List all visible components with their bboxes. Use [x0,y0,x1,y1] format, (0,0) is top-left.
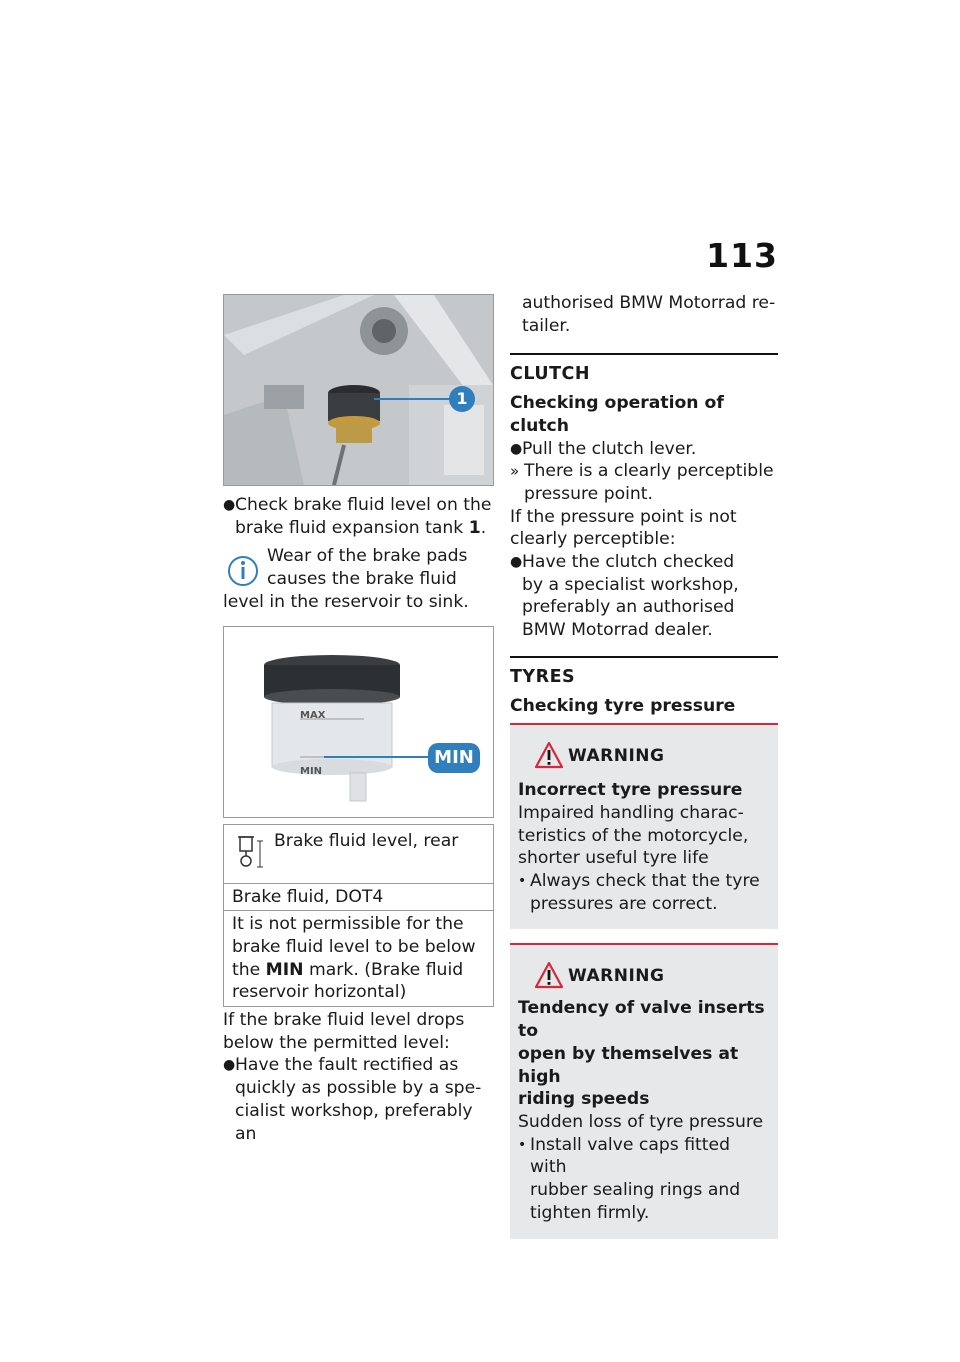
min-mark-label: MIN [300,765,323,777]
text-line: by a specialist workshop, [522,574,739,595]
figure-label-1: 1 [456,389,468,408]
right-column [510,292,778,1239]
info-note [223,545,494,613]
bullet-check-fluid [223,494,494,539]
warning-triangle-icon [534,961,564,989]
warning-header [518,741,770,771]
text-line: If the brake fluid level drops [223,1010,465,1031]
warning-title [518,997,770,1111]
text-line: BMW Motorrad dealer. [522,620,713,641]
text-line: level in the reservoir to sink. [223,591,469,612]
text-line: reservoir horizontal) [232,982,407,1003]
text-line: Install valve caps fitted with [530,1134,730,1178]
spec-fluid-type: Brake fluid, DOT4 [224,883,493,911]
warning-bullet [518,1134,770,1225]
brake-reservoir-photo [223,294,494,486]
text-line: Impaired handling charac- [518,802,744,823]
spec-table-brake-fluid [223,824,494,1008]
text-line: Tendency of valve inserts to [518,998,765,1042]
warning-triangle-icon [534,741,564,769]
text-line: If the pressure point is not [510,506,737,527]
text-line: brake fluid level to be below [232,936,476,957]
bullet-dot: ● [223,1057,236,1074]
text-line: causes the brake fluid [267,569,457,590]
text-line: rubber sealing rings and [530,1180,741,1201]
text-line: Pull the clutch lever. [522,438,697,459]
page-number: 113 [706,236,778,275]
text-line: riding speeds [518,1089,650,1110]
text-line: Check brake fluid level on the [235,495,492,515]
bullet-dot: ● [223,497,236,513]
fluid-level-gauge-icon [236,833,264,871]
text-line: the MIN mark. (Brake fluid [232,959,464,980]
warning-box-valve-inserts [510,943,778,1238]
warning-header [518,961,770,991]
spec-table-header [224,825,493,883]
text-line: Sudden loss of tyre pressure [518,1111,764,1132]
spec-title: Brake fluid level, rear [274,830,459,851]
text-line: open by themselves at high [518,1043,739,1087]
bullet-dot: ● [510,554,523,571]
min-callout-badge: MIN [434,746,474,768]
result-arrow-icon: » [510,462,520,481]
text-line: pressures are correct. [530,893,718,914]
text-line: clearly perceptible: [510,529,676,550]
reservoir-illustration [224,627,493,817]
text-line: tailer. [522,315,571,336]
left-column [223,294,494,1145]
section-clutch [510,353,778,437]
brake-reservoir-illustration [224,295,493,485]
max-mark-label: MAX [300,709,326,721]
continued-text [510,292,778,337]
subsection-title: Checking tyre pressure [510,695,736,716]
subsection-title: Checking operation of clutch [510,393,724,436]
warning-title: Incorrect tyre pressure [518,780,743,801]
warning-label: WARNING [568,746,665,767]
info-icon [227,549,259,587]
text-line: shorter useful tyre life [518,848,709,869]
result-pressure-point [510,460,778,505]
text-line: Have the fault rectified as [235,1055,459,1076]
bullet-dot: • [518,1136,527,1153]
text-line: teristics of the motorcycle, [518,825,749,846]
text-line: below the permitted level: [223,1032,450,1053]
text-line: Have the clutch checked [522,552,735,573]
warning-label: WARNING [568,966,665,987]
text-line: authorised BMW Motorrad re- [522,293,776,313]
text-line: preferably an authorised [522,597,735,618]
warning-bullet [518,870,770,915]
reservoir-min-max-figure [223,626,494,818]
text-line: There is a clearly perceptible [524,461,774,482]
text-line: quickly as possible by a spe- [235,1078,482,1099]
section-tyres [510,656,778,717]
bullet-have-fault-rectified [223,1054,494,1145]
text-line: Wear of the brake pads [267,546,468,567]
warning-box-tyre-pressure [510,723,778,929]
section-title: CLUTCH [510,364,591,385]
text-line: It is not permissible for the [232,914,464,935]
spec-requirement [224,910,493,1006]
paragraph-if-not-perceptible [510,506,778,551]
text-line: pressure point. [524,483,653,504]
text-line: brake fluid expansion tank 1. [235,517,487,538]
section-title: TYRES [510,666,576,687]
bullet-dot: • [518,873,527,890]
bullet-pull-lever [510,438,778,461]
text-line: cialist workshop, preferably an [235,1100,473,1144]
paragraph-fluid-drops [223,1009,494,1054]
text-line: Always check that the tyre [530,871,760,892]
bullet-have-clutch-checked [510,551,778,642]
text-line: tighten firmly. [530,1202,650,1223]
bullet-dot: ● [510,440,523,457]
